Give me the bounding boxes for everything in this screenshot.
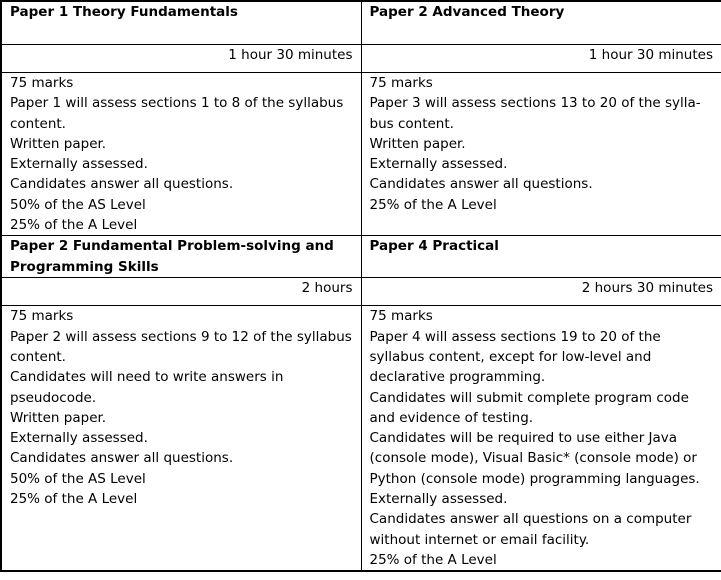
paper-duration: 1 hour 30 minutes xyxy=(1,45,361,73)
detail-line: Paper 2 will assess sections 9 to 12 of the syllabus content. xyxy=(10,328,352,365)
detail-line: Candidates will need to write answers in pseudocode. xyxy=(10,369,284,406)
paper-details xyxy=(1,73,361,236)
paper-details xyxy=(361,306,721,571)
detail-line: Paper 1 will assess sections 1 to 8 of the syllabus content. xyxy=(10,95,344,132)
title-row xyxy=(1,1,721,45)
detail-line: Paper 4 will assess sections 19 to 20 of the syllabus content, except for low-level and declarative programming. xyxy=(369,328,661,386)
detail-line: 25% of the A Level xyxy=(10,491,138,508)
detail-line: 75 marks xyxy=(369,308,433,325)
title-row xyxy=(1,236,721,278)
detail-line: Written paper. xyxy=(10,409,107,426)
duration-row xyxy=(1,45,721,73)
paper-title: Paper 1 Theory Fundamentals xyxy=(1,1,361,45)
detail-line: Externally assessed. xyxy=(369,156,508,173)
detail-line: Candidates will submit complete program code and evidence of testing. xyxy=(369,389,689,426)
detail-line: 25% of the A Level xyxy=(369,196,497,213)
paper-details xyxy=(1,306,361,571)
details-row xyxy=(1,306,721,571)
detail-line: 50% of the AS Level xyxy=(10,470,146,487)
detail-line: 75 marks xyxy=(10,75,74,91)
detail-line: Candidates answer all questions. xyxy=(10,450,234,467)
detail-line: 75 marks xyxy=(10,308,74,325)
details-row xyxy=(1,73,721,236)
detail-line: Written paper. xyxy=(10,135,107,152)
detail-line: Candidates answer all questions. xyxy=(369,176,593,193)
paper-duration: 2 hours xyxy=(1,278,361,306)
detail-line: Written paper. xyxy=(369,135,466,152)
paper-title: Paper 2 Advanced Theory xyxy=(361,1,721,45)
detail-line: Paper 3 will assess sections 13 to 20 of the sylla-bus content. xyxy=(369,95,701,132)
detail-line: 25% of the A Level xyxy=(369,551,497,568)
detail-line: Candidates answer all questions on a computer without internet or email facility. xyxy=(369,511,692,548)
paper-details xyxy=(361,73,721,236)
paper-duration: 1 hour 30 minutes xyxy=(361,45,721,73)
detail-line: Externally assessed. xyxy=(369,491,508,508)
detail-line: Candidates answer all questions. xyxy=(10,176,234,193)
duration-row xyxy=(1,278,721,306)
detail-line: Candidates will be required to use either Java (console mode), Visual Basic* (console mode) or Python (console mode) programming languages. xyxy=(369,430,700,487)
paper-duration: 2 hours 30 minutes xyxy=(361,278,721,306)
detail-line: 75 marks xyxy=(369,75,433,91)
detail-line: Externally assessed. xyxy=(10,156,148,173)
paper-title: Paper 4 Practical xyxy=(361,236,721,278)
detail-line: Externally assessed. xyxy=(10,430,148,447)
paper-title: Paper 2 Fundamental Problem-solving and Programming Skills xyxy=(1,236,361,278)
detail-line: 50% of the AS Level xyxy=(10,196,146,213)
detail-line: 25% of the A Level xyxy=(10,217,138,234)
